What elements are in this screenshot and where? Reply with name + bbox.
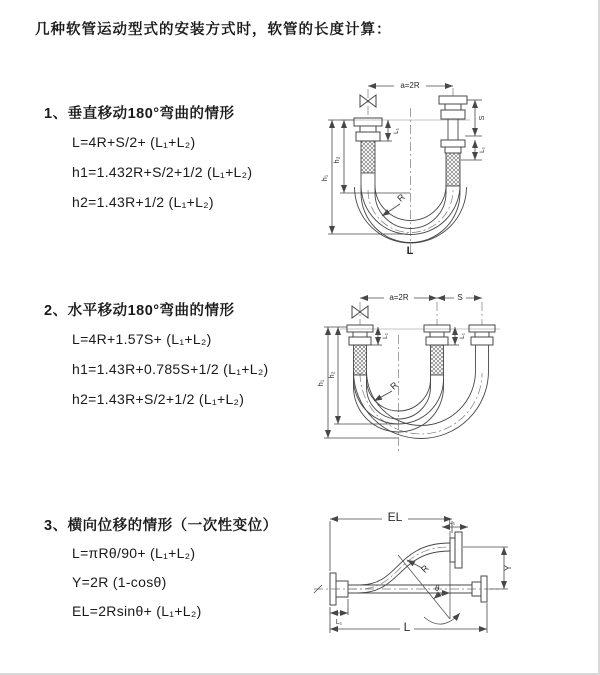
section-1-heading: 1、垂直移动180°弯曲的情形 (44, 106, 235, 122)
dim-label-h1: h₁ (316, 379, 325, 387)
dim-label-l1-left: L₁ (382, 333, 389, 339)
dim-label-h2: h₂ (327, 371, 336, 379)
formula-s1-h2: h2=1.43R+1/2 (L₁+L₂) (72, 194, 214, 210)
radius-label: R (395, 191, 407, 204)
dim-l1-middle (445, 327, 459, 345)
length-label: L (406, 245, 414, 257)
radius-label: R (419, 563, 431, 575)
section-horizontal-180 (44, 299, 269, 414)
section-lateral-displacement (44, 514, 278, 626)
dim-y (463, 547, 508, 589)
centerlines (368, 88, 453, 256)
dim-label-l1-left: L₁ (393, 128, 400, 134)
left-hose-braid (361, 141, 375, 173)
dim-el (330, 519, 452, 571)
angle-construction (398, 531, 460, 624)
diagram-vertical-180 (310, 70, 600, 260)
dim-label-l1-middle: L₁ (459, 333, 466, 339)
left-fitting (354, 118, 382, 141)
section-2-heading: 2、水平移动180°弯曲的情形 (44, 303, 235, 319)
dim-label-l1-right: L₁ (479, 147, 486, 153)
diagram-horizontal-180 (312, 283, 600, 458)
section-vertical-180 (44, 102, 252, 217)
right-fitting (469, 325, 495, 345)
diagram-lateral-displacement (302, 505, 598, 665)
left-fitting (347, 325, 373, 345)
right-fitting-upper (439, 96, 467, 119)
dim-label-h2: h₂ (332, 156, 341, 164)
formula-s2-h1: h1=1.43R+0.785S+1/2 (L₁+L₂) (72, 361, 269, 377)
dim-label-h1: h₁ (320, 174, 329, 182)
formula-s3-L: L=πRθ/90+ (L₁+L₂) (72, 545, 196, 561)
dim-l1-left (376, 120, 392, 141)
section-3-heading: 3、横向位移的情形（一次性变位） (44, 518, 278, 534)
dim-label-l1-top: L₁ (448, 519, 456, 526)
right-fitting-lower (441, 140, 465, 153)
dim-label-s: S (477, 115, 486, 121)
dim-label-a2r: a=2R (389, 293, 409, 302)
middle-fitting (424, 325, 450, 345)
formula-s1-h1: h1=1.432R+S/2+1/2 (L₁+L₂) (72, 164, 253, 180)
dim-l1-bottom (330, 599, 348, 615)
dim-label-el: EL (387, 510, 403, 524)
dim-label-y: Y (503, 564, 513, 572)
formula-s2-L: L=4R+1.57S+ (L₁+L₂) (72, 331, 212, 347)
dim-h1 (324, 327, 398, 438)
radius-label: R (388, 379, 400, 392)
flange-displaced (450, 532, 462, 568)
middle-hose-braid (431, 345, 444, 375)
formula-s3-Y: Y=2R (1-cosθ) (72, 574, 167, 590)
centerlines (360, 302, 482, 451)
right-hose-braid (446, 153, 460, 186)
formula-s3-EL: EL=2Rsinθ+ (L₁+L₂) (72, 603, 202, 619)
dim-label-l1-bottom: L₁ (335, 619, 343, 626)
dim-l1-left (368, 327, 382, 345)
angle-label: θ (434, 584, 440, 593)
page-title: 几种软管运动型式的安装方式时，软管的长度计算： (35, 22, 392, 38)
formula-s2-h2: h2=1.43R+S/2+1/2 (L₁+L₂) (72, 391, 245, 407)
left-hose-braid (354, 345, 367, 375)
radius-arrow (374, 391, 392, 401)
dim-h1 (328, 120, 408, 234)
dim-label-a2r: a=2R (400, 81, 420, 90)
dim-label-s: S (457, 293, 463, 302)
formula-s1-L: L=4R+S/2+ (L₁+L₂) (72, 134, 196, 150)
right-pipe (448, 119, 458, 140)
dim-label-l: L (403, 620, 411, 634)
